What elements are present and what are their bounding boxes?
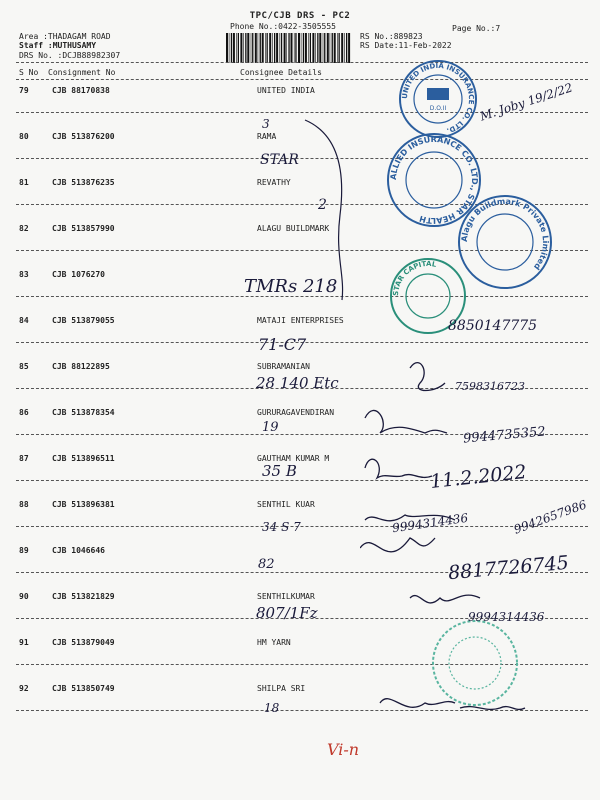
handwriting-85a: 28 140 Etc [256, 374, 339, 392]
barcode [226, 33, 352, 63]
handwriting-88a: 34 S 7 [262, 520, 301, 534]
row-consignment: CJB 1046646 [52, 546, 105, 555]
row-sno: 80 [19, 132, 29, 141]
row-sno: 86 [19, 408, 29, 417]
stamp-text: STAR CAPITAL [391, 259, 437, 297]
row-sno: 89 [19, 546, 29, 555]
stamp-text: Alagu Buildmark Private Limited [459, 196, 551, 272]
stamp-text: D.O.II [429, 105, 447, 112]
rs-number: RS No.:889823 [360, 32, 423, 41]
phone-88: 9994314436 [391, 510, 469, 536]
row-consignee: SENTHILKUMAR [257, 592, 315, 601]
row-sno: 79 [19, 86, 29, 95]
row-consignee: GAUTHAM KUMAR M [257, 454, 330, 463]
staff-label: Staff :MUTHUSAMY [19, 41, 97, 50]
row-consignment: CJB 513850749 [52, 684, 115, 693]
row-sno: 87 [19, 454, 29, 463]
drs-number: DRS No. :DCJB88982307 [19, 51, 121, 60]
rs-date: RS Date:11-Feb-2022 [360, 41, 452, 50]
handwriting-90a: 807/1Fz [256, 604, 318, 622]
phone-86: 9944735352 [462, 424, 547, 447]
row-consignee: SENTHIL KUAR [257, 500, 315, 509]
row-sno: 82 [19, 224, 29, 233]
area-label: Area :THADAGAM ROAD [19, 32, 111, 41]
phone-85: 7598316723 [455, 380, 525, 393]
handwriting-92: 18 [264, 701, 280, 715]
row-consignment: CJB 1076270 [52, 270, 105, 279]
row-consignment: CJB 513878354 [52, 408, 115, 417]
row-sno: 90 [19, 592, 29, 601]
row-consignment: CJB 513876235 [52, 178, 115, 187]
handwriting-84b: 71-C7 [258, 335, 307, 354]
signature-79: M. Joby 19/2/22 [478, 80, 575, 124]
handwriting-86a: 19 [262, 420, 279, 435]
phone-88c: 9942657986 [511, 497, 589, 537]
handwriting-87a: 35 B [262, 462, 297, 480]
row-sno: 81 [19, 178, 29, 187]
row-consignee: GURURAGAVENDIRAN [257, 408, 335, 417]
column-header-sno: S No [19, 68, 39, 77]
phone-84: 8850147775 [448, 318, 538, 334]
alagu-buildmark-stamp [455, 192, 555, 292]
row-sno: 88 [19, 500, 29, 509]
row-consignee: MATAJI ENTERPRISES [257, 316, 344, 325]
divider [16, 62, 588, 63]
row-consignment: CJB 513821829 [52, 592, 115, 601]
phone-89: 8817726745 [447, 551, 570, 585]
handwriting-81: 2 [318, 197, 327, 213]
page-number: Page No.:7 [452, 24, 501, 33]
row-sno: 83 [19, 270, 29, 279]
united-india-stamp [397, 58, 479, 140]
date-87: 11.2.2022 [429, 461, 528, 493]
row-consignee: REVATHY [257, 178, 291, 187]
row-consignee: SUBRAMANIAN [257, 362, 310, 371]
row-sno: 85 [19, 362, 29, 371]
row-consignment: CJB 88122895 [52, 362, 110, 371]
row-consignment: CJB 513896381 [52, 500, 115, 509]
divider [16, 79, 588, 80]
signature-83: TMRs 218 [244, 276, 338, 297]
column-header-consignee: Consignee Details [240, 68, 322, 77]
row-consignment: CJB 88170838 [52, 86, 110, 95]
row-consignment: CJB 513896511 [52, 454, 115, 463]
signature-scribbles [360, 348, 600, 728]
stamp-text: ALLIED INSURANCE CO. LTD., STAR HEALTH [388, 134, 480, 226]
column-header-consignment: Consignment No [48, 68, 116, 77]
row-consignee: SHILPA SRI [257, 684, 306, 693]
row-consignment: CJB 513879049 [52, 638, 115, 647]
row-consignment: CJB 513876200 [52, 132, 115, 141]
handwriting-80a: 3 [262, 117, 270, 131]
row-consignee: HM YARN [257, 638, 291, 647]
row-sno: 92 [19, 684, 29, 693]
row-sno: 91 [19, 638, 29, 647]
row-consignee: UNITED INDIA [257, 86, 315, 95]
handwriting-89a: 82 [258, 557, 275, 572]
row-consignee: RAMA [257, 132, 277, 141]
handwriting-80b: STAR [260, 152, 299, 168]
footer-signature: Vi-n [327, 740, 360, 759]
row-sno: 84 [19, 316, 29, 325]
phone-90: 9994314436 [468, 610, 545, 624]
row-consignment: CJB 513879055 [52, 316, 115, 325]
phone-number: Phone No.:0422-3505555 [230, 22, 336, 31]
stamp-text: UNITED INDIA INSURANCE CO. LTD. [400, 61, 476, 135]
document-title: TPC/CJB DRS - PC2 [249, 11, 351, 21]
row-consignee: ALAGU BUILDMARK [257, 224, 330, 233]
row-consignment: CJB 513857990 [52, 224, 115, 233]
